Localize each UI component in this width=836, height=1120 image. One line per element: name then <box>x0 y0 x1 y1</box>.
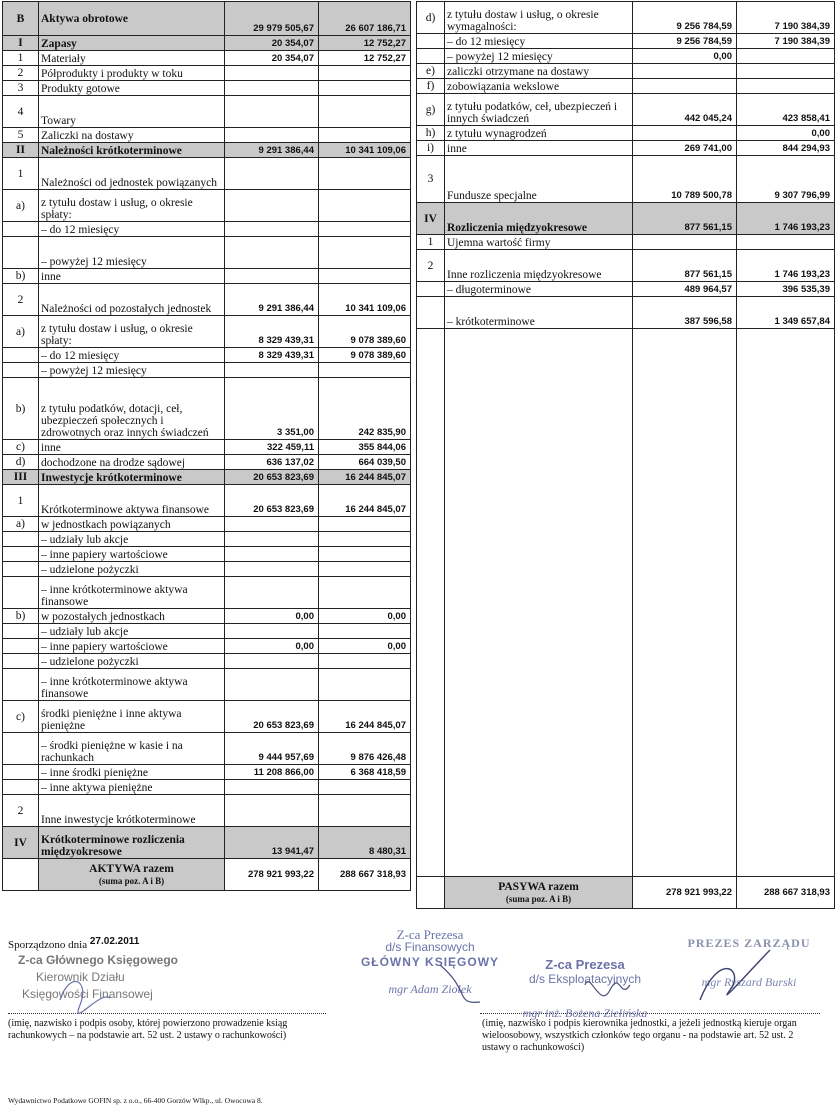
row-code <box>3 639 39 654</box>
row-label: – udzielone pożyczki <box>39 562 225 577</box>
row-label: Zaliczki na dostawy <box>39 128 225 143</box>
value-current: 9 444 957,69 <box>225 733 319 765</box>
value-current <box>225 222 319 237</box>
value-current: 29 979 505,67 <box>225 2 319 36</box>
value-previous <box>319 269 411 284</box>
table-row <box>3 485 411 517</box>
row-code: 1 <box>417 235 445 250</box>
table-row <box>3 378 411 440</box>
table-row <box>417 156 835 203</box>
value-current <box>225 562 319 577</box>
value-current <box>633 126 737 141</box>
value-previous <box>319 222 411 237</box>
stamp-finance-vp: Z-ca Prezesa d/s Finansowych GŁÓWNY KSIĘGOWY mgr Adam Ziołek <box>360 927 500 996</box>
table-row <box>3 701 411 733</box>
total-row <box>3 859 411 891</box>
row-label: Krótkoterminowe aktywa finansowe <box>39 485 225 517</box>
row-code <box>417 282 445 297</box>
table-row <box>3 316 411 348</box>
value-previous: 1 746 193,23 <box>737 203 835 235</box>
value-current: 387 596,58 <box>633 297 737 329</box>
value-current: 9 256 784,59 <box>633 34 737 49</box>
row-code: e) <box>417 64 445 79</box>
row-label: – inne aktywa pieniężne <box>39 780 225 795</box>
table-row <box>3 363 411 378</box>
value-previous: 10 341 109,06 <box>319 284 411 316</box>
value-previous: 16 244 845,07 <box>319 470 411 485</box>
row-label: z tytułu podatków, dotacji, ceł, ubezpieczeń społecznych i zdrowotnych oraz innych świadczeń <box>39 378 225 440</box>
row-label: Inwestycje krótkoterminowe <box>39 470 225 485</box>
table-row <box>3 96 411 128</box>
value-previous <box>319 363 411 378</box>
row-label: z tytułu dostaw i usług, o okresie wymagalności: <box>445 2 633 34</box>
row-code: III <box>3 470 39 485</box>
value-current: 20 354,07 <box>225 36 319 51</box>
signature-accountant <box>60 981 110 1013</box>
total-code <box>3 859 39 891</box>
table-row <box>417 282 835 297</box>
table-row <box>3 36 411 51</box>
row-code <box>417 297 445 329</box>
row-code <box>3 780 39 795</box>
row-label: – udziały lub akcje <box>39 532 225 547</box>
row-label: – inne papiery wartościowe <box>39 547 225 562</box>
row-code <box>3 624 39 639</box>
value-previous: 26 607 186,71 <box>319 2 411 36</box>
value-previous: 16 244 845,07 <box>319 485 411 517</box>
value-previous <box>319 96 411 128</box>
value-previous: 12 752,27 <box>319 36 411 51</box>
value-previous: 242 835,90 <box>319 378 411 440</box>
value-current: 269 741,00 <box>633 141 737 156</box>
note-accountant: (imię, nazwisko i podpis osoby, której powierzono prowadzenie ksiąg rachunkowych – na podstawie art. 52 ust. 2 ustawy o rachunkowości) <box>8 1018 288 1041</box>
prepared-date: 27.02.2011 <box>89 936 140 947</box>
row-code: c) <box>3 440 39 455</box>
value-current <box>225 363 319 378</box>
table-row <box>3 669 411 701</box>
value-current <box>633 235 737 250</box>
row-code <box>417 49 445 64</box>
row-label: środki pieniężne i inne aktywa pieniężne <box>39 701 225 733</box>
row-label: Inne rozliczenia międzyokresowe <box>445 250 633 282</box>
value-current: 322 459,11 <box>225 440 319 455</box>
value-previous <box>319 517 411 532</box>
table-row <box>417 94 835 126</box>
row-code: h) <box>417 126 445 141</box>
value-previous: 423 858,41 <box>737 94 835 126</box>
row-label: inne <box>39 269 225 284</box>
stamp-operations-vp: Z-ca Prezesa d/s Eksploatacyjnych mgr inż. Bożena Zielińska <box>522 957 648 1020</box>
table-row <box>3 780 411 795</box>
row-label: zaliczki otrzymane na dostawy <box>445 64 633 79</box>
value-previous <box>319 669 411 701</box>
signature-president <box>700 950 770 1000</box>
total-subtitle: (suma poz. A i B) <box>98 875 165 886</box>
table-row <box>3 440 411 455</box>
table-row <box>3 348 411 363</box>
table-row <box>417 235 835 250</box>
value-current: 20 653 823,69 <box>225 485 319 517</box>
row-code: 4 <box>3 96 39 128</box>
row-code: f) <box>417 79 445 94</box>
row-code: a) <box>3 316 39 348</box>
table-row <box>3 269 411 284</box>
table-row <box>3 733 411 765</box>
value-previous <box>319 780 411 795</box>
value-current: 3 351,00 <box>225 378 319 440</box>
row-code: 1 <box>3 485 39 517</box>
value-previous <box>319 654 411 669</box>
table-row <box>3 517 411 532</box>
value-previous <box>319 128 411 143</box>
value-current: 877 561,15 <box>633 203 737 235</box>
value-current: 8 329 439,31 <box>225 348 319 363</box>
row-label: Materiały <box>39 51 225 66</box>
value-current: 20 653 823,69 <box>225 470 319 485</box>
row-label: – środki pieniężne w kasie i na rachunkach <box>39 733 225 765</box>
row-label: Towary <box>39 96 225 128</box>
value-previous: 664 039,50 <box>319 455 411 470</box>
row-code: d) <box>417 2 445 34</box>
total-previous: 288 667 318,93 <box>737 877 835 909</box>
table-row <box>3 51 411 66</box>
row-label: Należności krótkoterminowe <box>39 143 225 158</box>
value-previous: 9 078 389,60 <box>319 348 411 363</box>
table-row <box>3 190 411 222</box>
total-label <box>39 859 225 891</box>
value-previous <box>319 577 411 609</box>
row-label: inne <box>445 141 633 156</box>
table-row <box>417 64 835 79</box>
liabilities-table <box>416 1 835 909</box>
value-current <box>225 190 319 222</box>
stamp-president: PREZES ZARZĄDU mgr Ryszard Burski <box>687 936 811 989</box>
table-row <box>3 455 411 470</box>
value-current <box>225 158 319 190</box>
value-previous: 396 535,39 <box>737 282 835 297</box>
row-code: 1 <box>3 51 39 66</box>
row-code: a) <box>3 190 39 222</box>
value-previous: 9 307 796,99 <box>737 156 835 203</box>
table-row <box>3 577 411 609</box>
value-previous <box>737 49 835 64</box>
table-row <box>3 532 411 547</box>
row-code: c) <box>3 701 39 733</box>
value-previous <box>319 158 411 190</box>
table-row <box>3 237 411 269</box>
total-title: AKTYWA razem <box>89 862 174 875</box>
row-label: Produkty gotowe <box>39 81 225 96</box>
table-row <box>417 250 835 282</box>
row-code: 3 <box>3 81 39 96</box>
table-row <box>3 639 411 654</box>
value-current <box>633 64 737 79</box>
value-previous: 6 368 418,59 <box>319 765 411 780</box>
row-code: b) <box>3 269 39 284</box>
value-current <box>633 79 737 94</box>
value-previous <box>319 532 411 547</box>
value-current <box>225 269 319 284</box>
total-code <box>417 877 445 909</box>
row-label: zobowiązania wekslowe <box>445 79 633 94</box>
value-previous: 8 480,31 <box>319 827 411 859</box>
total-title: PASYWA razem <box>498 880 579 893</box>
table-row <box>3 284 411 316</box>
row-label: Należności od pozostałych jednostek <box>39 284 225 316</box>
table-row <box>3 222 411 237</box>
value-current <box>225 669 319 701</box>
row-label: – do 12 miesięcy <box>445 34 633 49</box>
row-label: – inne papiery wartościowe <box>39 639 225 654</box>
row-code: 3 <box>417 156 445 203</box>
row-label: – do 12 miesięcy <box>39 348 225 363</box>
table-row <box>3 795 411 827</box>
value-previous: 9 078 389,60 <box>319 316 411 348</box>
row-label: Inne inwestycje krótkoterminowe <box>39 795 225 827</box>
row-label: dochodzone na drodze sądowej <box>39 455 225 470</box>
value-current <box>225 795 319 827</box>
row-code <box>3 363 39 378</box>
row-label: Ujemna wartość firmy <box>445 235 633 250</box>
row-code: 2 <box>3 66 39 81</box>
table-row <box>3 547 411 562</box>
row-label: Aktywa obrotowe <box>39 2 225 36</box>
table-row <box>3 143 411 158</box>
value-current: 489 964,57 <box>633 282 737 297</box>
table-row <box>3 81 411 96</box>
row-label: Zapasy <box>39 36 225 51</box>
value-current: 9 256 784,59 <box>633 2 737 34</box>
note-management: (imię, nazwisko i podpis kierownika jednostki, a jeżeli jednostką kieruje organ wieloosobowy, wszystkich członków tego organu - na podstawie art. 52 ust. 2 ustawy o rachunkowości) <box>482 1018 797 1053</box>
table-row <box>3 609 411 624</box>
row-label: – powyżej 12 miesięcy <box>445 49 633 64</box>
row-label: z tytułu wynagrodzeń <box>445 126 633 141</box>
table-row <box>3 158 411 190</box>
table-row <box>3 66 411 81</box>
row-code: IV <box>3 827 39 859</box>
row-code: 2 <box>3 284 39 316</box>
row-label: Należności od jednostek powiązanych <box>39 158 225 190</box>
row-label: – powyżej 12 miesięcy <box>39 237 225 269</box>
row-code: B <box>3 2 39 36</box>
table-row <box>3 624 411 639</box>
value-current <box>225 96 319 128</box>
publisher-line: Wydawnictwo Podatkowe GOFIN sp. z o.o., 66-400 Gorzów Wlkp., ul. Owocowa 8. <box>8 1096 263 1105</box>
row-code: 2 <box>417 250 445 282</box>
value-current: 0,00 <box>633 49 737 64</box>
value-current <box>225 780 319 795</box>
value-previous <box>737 79 835 94</box>
value-current: 636 137,02 <box>225 455 319 470</box>
value-current: 13 941,47 <box>225 827 319 859</box>
row-label: – długoterminowe <box>445 282 633 297</box>
row-label: z tytułu podatków, ceł, ubezpieczeń i innych świadczeń <box>445 94 633 126</box>
total-current: 278 921 993,22 <box>225 859 319 891</box>
table-row <box>3 765 411 780</box>
row-code <box>3 348 39 363</box>
value-previous <box>319 81 411 96</box>
row-code <box>3 577 39 609</box>
value-previous: 7 190 384,39 <box>737 34 835 49</box>
row-code <box>3 237 39 269</box>
table-row <box>3 128 411 143</box>
value-current: 0,00 <box>225 609 319 624</box>
value-current <box>225 654 319 669</box>
value-previous: 0,00 <box>737 126 835 141</box>
value-previous: 12 752,27 <box>319 51 411 66</box>
row-label: Rozliczenia międzyokresowe <box>445 203 633 235</box>
empty-cell <box>633 329 737 877</box>
signature-finance <box>440 965 480 1002</box>
value-previous: 7 190 384,39 <box>737 2 835 34</box>
row-code <box>3 733 39 765</box>
value-current: 9 291 386,44 <box>225 143 319 158</box>
signature-operations <box>585 982 630 996</box>
table-row <box>417 297 835 329</box>
total-row <box>417 877 835 909</box>
row-code: g) <box>417 94 445 126</box>
table-row <box>3 470 411 485</box>
table-row <box>417 203 835 235</box>
value-previous: 1 746 193,23 <box>737 250 835 282</box>
row-label: – inne środki pieniężne <box>39 765 225 780</box>
row-code: 2 <box>3 795 39 827</box>
row-label: z tytułu dostaw i usług, o okresie spłaty: <box>39 316 225 348</box>
value-current <box>225 577 319 609</box>
table-row <box>3 562 411 577</box>
row-code: b) <box>3 609 39 624</box>
value-previous: 10 341 109,06 <box>319 143 411 158</box>
total-current: 278 921 993,22 <box>633 877 737 909</box>
value-current <box>225 66 319 81</box>
table-row <box>417 49 835 64</box>
table-row <box>417 79 835 94</box>
value-current: 9 291 386,44 <box>225 284 319 316</box>
value-previous: 1 349 657,84 <box>737 297 835 329</box>
row-label: w jednostkach powiązanych <box>39 517 225 532</box>
empty-cell <box>445 329 633 877</box>
value-current <box>225 237 319 269</box>
row-code: II <box>3 143 39 158</box>
row-code <box>3 532 39 547</box>
row-code <box>3 222 39 237</box>
value-current <box>225 547 319 562</box>
row-code: b) <box>3 378 39 440</box>
row-code <box>417 34 445 49</box>
value-current: 0,00 <box>225 639 319 654</box>
row-code <box>3 547 39 562</box>
row-label: – do 12 miesięcy <box>39 222 225 237</box>
row-label: – udzielone pożyczki <box>39 654 225 669</box>
value-previous: 16 244 845,07 <box>319 701 411 733</box>
value-previous: 355 844,06 <box>319 440 411 455</box>
value-previous <box>319 624 411 639</box>
table-row <box>3 827 411 859</box>
value-current <box>225 532 319 547</box>
row-code <box>3 654 39 669</box>
row-code: i) <box>417 141 445 156</box>
value-previous <box>737 64 835 79</box>
value-current <box>225 128 319 143</box>
value-current: 11 208 866,00 <box>225 765 319 780</box>
table-row <box>3 654 411 669</box>
row-label: z tytułu dostaw i usług, o okresie spłaty: <box>39 190 225 222</box>
total-previous: 288 667 318,93 <box>319 859 411 891</box>
row-code: 5 <box>3 128 39 143</box>
total-label <box>445 877 633 909</box>
table-row <box>417 2 835 34</box>
empty-row <box>417 329 835 877</box>
value-current <box>225 624 319 639</box>
row-label: inne <box>39 440 225 455</box>
value-previous <box>319 190 411 222</box>
empty-cell <box>737 329 835 877</box>
value-current: 877 561,15 <box>633 250 737 282</box>
row-label: – krótkoterminowe <box>445 297 633 329</box>
value-current: 20 354,07 <box>225 51 319 66</box>
value-previous <box>319 795 411 827</box>
table-row <box>417 141 835 156</box>
row-label: Krótkoterminowe rozliczenia międzyokresowe <box>39 827 225 859</box>
row-code: 1 <box>3 158 39 190</box>
row-label: Fundusze specjalne <box>445 156 633 203</box>
assets-table <box>2 1 411 891</box>
value-previous: 9 876 426,48 <box>319 733 411 765</box>
row-label: – inne krótkoterminowe aktywa finansowe <box>39 577 225 609</box>
total-subtitle: (suma poz. A i B) <box>505 893 572 904</box>
value-current: 20 653 823,69 <box>225 701 319 733</box>
signature-scribbles <box>0 927 836 1020</box>
row-code <box>3 562 39 577</box>
empty-cell <box>417 329 445 877</box>
value-current: 442 045,24 <box>633 94 737 126</box>
value-previous <box>319 562 411 577</box>
row-label: – powyżej 12 miesięcy <box>39 363 225 378</box>
row-code <box>3 669 39 701</box>
value-current <box>225 517 319 532</box>
value-previous: 0,00 <box>319 609 411 624</box>
row-code: IV <box>417 203 445 235</box>
value-current: 10 789 500,78 <box>633 156 737 203</box>
value-previous <box>319 547 411 562</box>
row-label: – inne krótkoterminowe aktywa finansowe <box>39 669 225 701</box>
row-code: I <box>3 36 39 51</box>
row-code: a) <box>3 517 39 532</box>
value-previous: 0,00 <box>319 639 411 654</box>
value-previous <box>319 66 411 81</box>
row-label: – udziały lub akcje <box>39 624 225 639</box>
row-label: w pozostałych jednostkach <box>39 609 225 624</box>
table-row <box>417 34 835 49</box>
value-current <box>225 81 319 96</box>
row-code <box>3 765 39 780</box>
row-code: d) <box>3 455 39 470</box>
value-previous: 844 294,93 <box>737 141 835 156</box>
value-previous <box>319 237 411 269</box>
row-label: Półprodukty i produkty w toku <box>39 66 225 81</box>
value-previous <box>737 235 835 250</box>
table-row <box>3 2 411 36</box>
stamp-accountant: Z-ca Głównego Księgowego Kierownik Działu Księgowości Finansowej <box>18 953 179 1001</box>
prepared-label: Sporządzono dnia <box>8 939 88 951</box>
value-current: 8 329 439,31 <box>225 316 319 348</box>
table-row <box>417 126 835 141</box>
